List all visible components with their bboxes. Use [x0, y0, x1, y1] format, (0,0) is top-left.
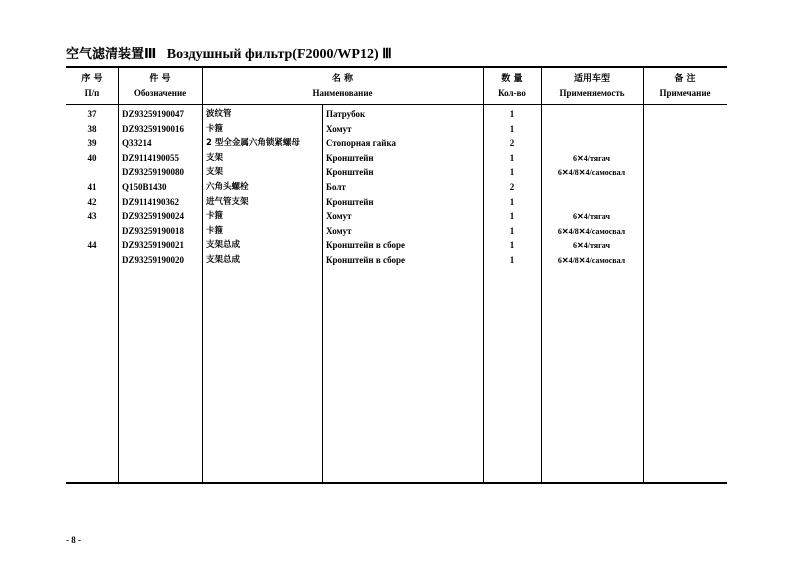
- name-cn: 支架: [206, 167, 224, 178]
- table-row: [66, 253, 727, 268]
- part-code: DZ93259190080: [122, 167, 185, 178]
- part-code: DZ93259190021: [122, 240, 185, 251]
- table-row: [66, 224, 727, 239]
- quantity: 1: [509, 152, 515, 163]
- applicability: 6✕4/тягач: [573, 241, 610, 251]
- applicability: 6✕4/тягач: [573, 212, 610, 222]
- name-ru: Кронштейн в сборе: [326, 255, 405, 265]
- part-code: Q33214: [122, 138, 152, 149]
- name-ru: Кронштейн: [326, 152, 374, 163]
- name-cn: 2 型全金属六角锁紧螺母: [206, 138, 300, 149]
- quantity: 1: [509, 211, 515, 222]
- row-number: 42: [87, 196, 97, 207]
- applicability: 6✕4/8✕4/самосвал: [557, 168, 626, 178]
- applicability: 6✕4/8✕4/самосвал: [557, 226, 626, 236]
- table-row: [66, 151, 727, 166]
- name-ru: Кронштейн: [326, 167, 374, 178]
- part-code: DZ93259190047: [122, 109, 185, 119]
- table-row: [66, 136, 727, 151]
- name-cn: 卡箍: [206, 211, 224, 222]
- table-row: [66, 107, 727, 122]
- name-cn: 卡箍: [206, 123, 224, 134]
- header-qty: 数 量 Кол-во: [498, 74, 526, 98]
- quantity: 1: [509, 167, 515, 178]
- name-ru: Стопорная гайка: [326, 138, 397, 149]
- table-row: [66, 238, 727, 253]
- part-code: DZ93259190020: [122, 255, 185, 265]
- name-cn: 支架总成: [206, 255, 241, 265]
- table-row: [66, 122, 727, 137]
- row-number: 41: [87, 182, 97, 192]
- name-cn: 支架总成: [206, 240, 241, 251]
- page-title: [66, 43, 392, 63]
- name-cn: 波纹管: [206, 109, 232, 119]
- row-number: 43: [87, 211, 97, 222]
- name-cn: 支架: [206, 152, 224, 163]
- name-cn: 进气管支架: [206, 196, 249, 207]
- header-no: 序 号 П/п: [81, 74, 103, 98]
- row-number: 40: [87, 152, 97, 163]
- applicability: 6✕4/тягач: [573, 153, 610, 163]
- row-number: 39: [87, 138, 97, 149]
- name-cn: 六角头螺栓: [206, 182, 249, 192]
- title-ru: Воздушный фильтр(F2000/WP12) Ⅲ: [166, 47, 392, 62]
- header-rule: [66, 104, 727, 105]
- row-number: 37: [87, 109, 97, 119]
- quantity: 1: [509, 255, 515, 265]
- row-number: 38: [87, 123, 97, 134]
- quantity: 1: [509, 123, 515, 134]
- part-code: DZ93259190018: [122, 225, 185, 236]
- part-code: Q150B1430: [122, 182, 167, 192]
- header-code: 件 号 Обозначение: [133, 74, 187, 98]
- header-applicability: 适用车型 Применяемость: [559, 74, 625, 98]
- row-number: 44: [87, 240, 97, 251]
- part-code: DZ93259190024: [122, 211, 185, 222]
- bottom-rule: [66, 482, 727, 484]
- table-row: [66, 195, 727, 210]
- table-row: [66, 209, 727, 224]
- name-cn: 卡箍: [206, 225, 224, 236]
- part-code: DZ9114190362: [122, 196, 180, 207]
- quantity: 1: [509, 109, 515, 119]
- name-ru: Хомут: [326, 123, 352, 134]
- name-ru: Кронштейн: [326, 196, 374, 207]
- table-row: [66, 180, 727, 195]
- title-cn: 空气滤清装置Ⅲ: [66, 47, 157, 62]
- name-ru: Патрубок: [326, 109, 366, 119]
- table-row: [66, 165, 727, 180]
- header-notes: 备 注 Примечание: [659, 74, 711, 98]
- name-ru: Кронштейн в сборе: [326, 240, 405, 251]
- applicability: 6✕4/8✕4/самосвал: [557, 256, 626, 265]
- quantity: 1: [509, 225, 515, 236]
- header-name: 名 称 Наименование: [312, 74, 373, 98]
- name-ru: Хомут: [326, 225, 352, 236]
- name-ru: Болт: [326, 182, 346, 192]
- quantity: 2: [509, 182, 515, 192]
- quantity: 1: [509, 196, 515, 207]
- quantity: 1: [509, 240, 515, 251]
- name-ru: Хомут: [326, 211, 352, 222]
- top-rule: [66, 66, 727, 68]
- part-code: DZ93259190016: [122, 123, 185, 134]
- page-number: - 8 -: [66, 535, 81, 545]
- quantity: 2: [509, 138, 515, 149]
- part-code: DZ9114190055: [122, 152, 180, 163]
